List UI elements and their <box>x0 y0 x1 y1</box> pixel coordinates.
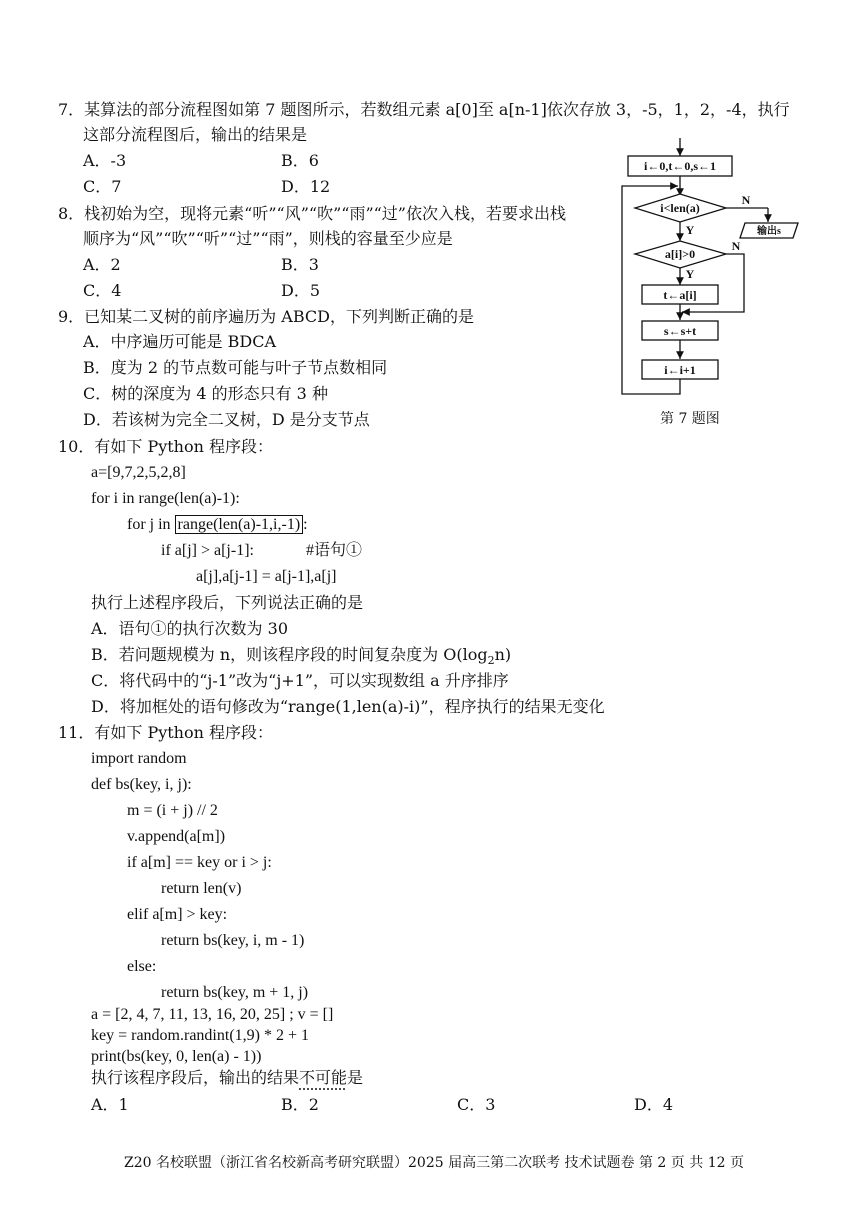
flow-cond2-text: a[i]>0 <box>664 247 696 261</box>
q11-code-line: def bs(key, i, j): <box>91 776 192 793</box>
q8-option-d: D．5 <box>281 281 321 300</box>
q11-code-line: print(bs(key, 0, len(a) - 1)) <box>91 1048 262 1065</box>
q10-code-comment: #语句① <box>306 542 363 559</box>
flow-init-text: i←0,t←0,s←1 <box>644 159 716 173</box>
q11-code-line: key = random.randint(1,9) * 2 + 1 <box>91 1027 309 1044</box>
q11-code-line: else: <box>127 958 157 975</box>
q11-question-post: 是 <box>347 1068 364 1087</box>
q9-option-d: D．若该树为完全二叉树，D 是分支节点 <box>83 410 370 429</box>
q11-option-c: C．3 <box>457 1095 496 1114</box>
flow-assign3-text: i←i+1 <box>664 363 696 377</box>
q8-stem-line1: 8．栈初始为空，现将元素“听”“风”“吹”“雨”“过”依次入栈，若要求出栈 <box>58 204 566 223</box>
q10-option-b-tail: n) <box>494 645 512 664</box>
q10-option-a: A．语句①的执行次数为 30 <box>91 619 289 638</box>
flow-assign1-text: t←a[i] <box>663 288 697 302</box>
q11-question <box>91 1067 363 1089</box>
q7-option-b: B．6 <box>281 151 319 170</box>
flow-cond1-text: i<len(a) <box>660 201 700 215</box>
q10-code-line4: if a[j] > a[j-1]: <box>161 542 254 559</box>
q11-code-line: if a[m] == key or i > j: <box>127 854 272 871</box>
q11-code-line: return bs(key, i, m - 1) <box>161 932 305 949</box>
q11-code-line: v.append(a[m]) <box>127 828 226 845</box>
q11-question-emphasis: 不可能 <box>299 1068 348 1087</box>
q11-code-line: elif a[m] > key: <box>127 906 228 923</box>
q11-code-line: return len(v) <box>161 880 242 897</box>
q11-code-line: import random <box>91 750 187 767</box>
q10-code-line3-prefix: for j in <box>127 516 175 533</box>
q10-code-line1: a=[9,7,2,5,2,8] <box>91 464 186 481</box>
q11-option-d: D．4 <box>634 1095 674 1114</box>
q7-stem-line2: 这部分流程图后，输出的结果是 <box>83 125 308 144</box>
q8-option-c: C．4 <box>83 281 122 300</box>
q10-option-b <box>91 644 511 672</box>
flow-yes-label-2: Y <box>685 267 695 281</box>
page-footer: Z20 名校联盟（浙江省名校新高考研究联盟）2025 届高三第二次联考 技术试题卷 第 2 页 共 12 页 <box>124 1155 744 1171</box>
q11-code-line: a = [2, 4, 7, 11, 13, 16, 20, 25] ; v = [] <box>91 1006 334 1023</box>
q7-option-a: A．-3 <box>83 151 127 170</box>
q9-option-a: A．中序遍历可能是 BDCA <box>83 332 277 351</box>
q11-option-a: A．1 <box>91 1095 129 1114</box>
flow-no-label-1: N <box>741 193 751 207</box>
q11-code-line: return bs(key, m + 1, j) <box>161 984 309 1001</box>
q7-option-d: D．12 <box>281 177 331 196</box>
q10-code-line2: for i in range(len(a)-1): <box>91 490 240 507</box>
q11-option-b: B．2 <box>281 1095 319 1114</box>
q11-question-pre: 执行该程序段后，输出的结果 <box>91 1068 300 1087</box>
q7-figure-caption: 第 7 题图 <box>660 411 720 427</box>
q10-option-b-subscript: 2 <box>487 654 495 668</box>
q10-code-line5: a[j],a[j-1] = a[j-1],a[j] <box>196 568 337 585</box>
flow-assign2-text: s←s+t <box>663 324 697 338</box>
q7-flowchart <box>600 130 820 430</box>
q10-option-c: C．将代码中的“j-1”改为“j+1”，可以实现数组 a 升序排序 <box>91 671 509 690</box>
q10-option-b-text: B．若问题规模为 n，则该程序段的时间复杂度为 O(log <box>91 645 488 664</box>
q11-stem: 11．有如下 Python 程序段： <box>58 723 274 742</box>
q7-option-c: C．7 <box>83 177 122 196</box>
q10-code-line3-suffix: : <box>303 516 308 533</box>
q10-stem: 10．有如下 Python 程序段： <box>58 437 274 456</box>
q10-option-d: D．将加框处的语句修改为“range(1,len(a)-i)”，程序执行的结果无变化 <box>91 697 605 716</box>
q10-code-line3 <box>127 514 308 536</box>
flow-yes-label-1: Y <box>685 223 695 237</box>
q10-question: 执行上述程序段后，下列说法正确的是 <box>91 593 364 612</box>
q7-stem-line1: 7．某算法的部分流程图如第 7 题图所示，若数组元素 a[0]至 a[n-1]依次存放 3，-5，1，2，-4，执行 <box>58 100 790 119</box>
q9-option-c: C．树的深度为 4 的形态只有 3 种 <box>83 384 328 403</box>
flow-output-text: 输出s <box>757 226 781 237</box>
q8-option-a: A．2 <box>83 255 121 274</box>
q9-stem: 9．已知某二叉树的前序遍历为 ABCD，下列判断正确的是 <box>58 307 474 326</box>
q8-stem-line2: 顺序为“风”“吹”“听”“过”“雨”，则栈的容量至少应是 <box>83 229 453 248</box>
q8-option-b: B．3 <box>281 255 319 274</box>
q9-option-b: B．度为 2 的节点数可能与叶子节点数相同 <box>83 358 388 377</box>
q10-boxed-statement: range(len(a)-1,i,-1) <box>175 515 304 534</box>
q11-code-line: m = (i + j) // 2 <box>127 802 218 819</box>
flow-no-label-2: N <box>731 239 741 253</box>
